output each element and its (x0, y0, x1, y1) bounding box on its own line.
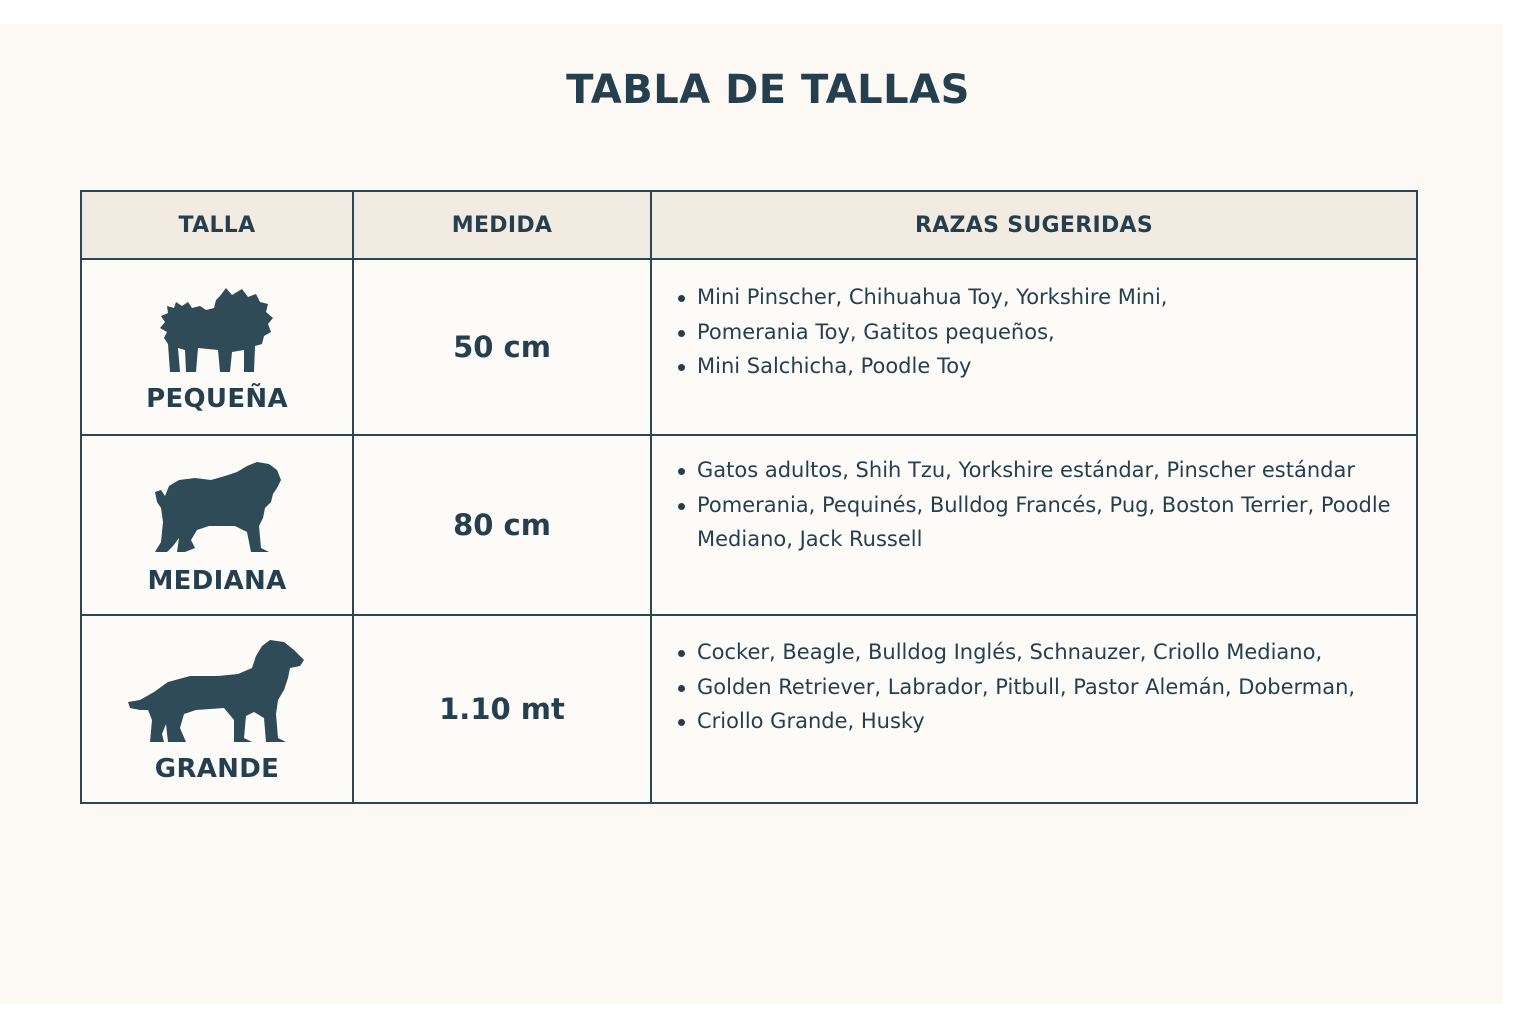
breeds-cell-small (651, 259, 1417, 435)
header-size: TALLA (81, 191, 353, 259)
size-cell-large (81, 615, 353, 803)
measure-large: 1.10 mt (353, 615, 651, 803)
table-row-small (81, 259, 1417, 435)
page-title: TABLA DE TALLAS (566, 67, 970, 113)
list-item: Gatos adultos, Shih Tzu, Yorkshire estándar, Pinscher estándar (697, 453, 1406, 488)
table-row-medium (81, 435, 1417, 615)
large-dog-icon (128, 638, 306, 744)
breeds-cell-large (651, 615, 1417, 803)
breeds-list-small (652, 260, 1416, 384)
list-item: Mini Salchicha, Poodle Toy (697, 349, 1406, 384)
size-label-medium: MEDIANA (147, 566, 287, 596)
size-cell-small (81, 259, 353, 435)
list-item: Pomerania, Pequinés, Bulldog Francés, Pug, Boston Terrier, Poodle Mediano, Jack Russell (697, 488, 1406, 557)
header-breeds: RAZAS SUGERIDAS (651, 191, 1417, 259)
breeds-list-large (652, 616, 1416, 739)
table-header-row (81, 191, 1417, 259)
table-row-large (81, 615, 1417, 803)
measure-small: 50 cm (353, 259, 651, 435)
measure-medium: 80 cm (353, 435, 651, 615)
medium-dog-icon (149, 460, 285, 554)
list-item: Mini Pinscher, Chihuahua Toy, Yorkshire Mini, (697, 280, 1406, 315)
list-item: Golden Retriever, Labrador, Pitbull, Pastor Alemán, Doberman, (697, 670, 1406, 705)
breeds-cell-medium (651, 435, 1417, 615)
size-label-large: GRANDE (154, 754, 280, 784)
breeds-list-medium (652, 436, 1416, 557)
size-label-small: PEQUEÑA (146, 384, 288, 414)
header-measure: MEDIDA (353, 191, 651, 259)
list-item: Criollo Grande, Husky (697, 704, 1406, 739)
small-dog-icon (158, 288, 276, 376)
list-item: Cocker, Beagle, Bulldog Inglés, Schnauzer, Criollo Mediano, (697, 635, 1406, 670)
list-item: Pomerania Toy, Gatitos pequeños, (697, 315, 1406, 350)
size-cell-medium (81, 435, 353, 615)
size-table (80, 190, 1418, 804)
